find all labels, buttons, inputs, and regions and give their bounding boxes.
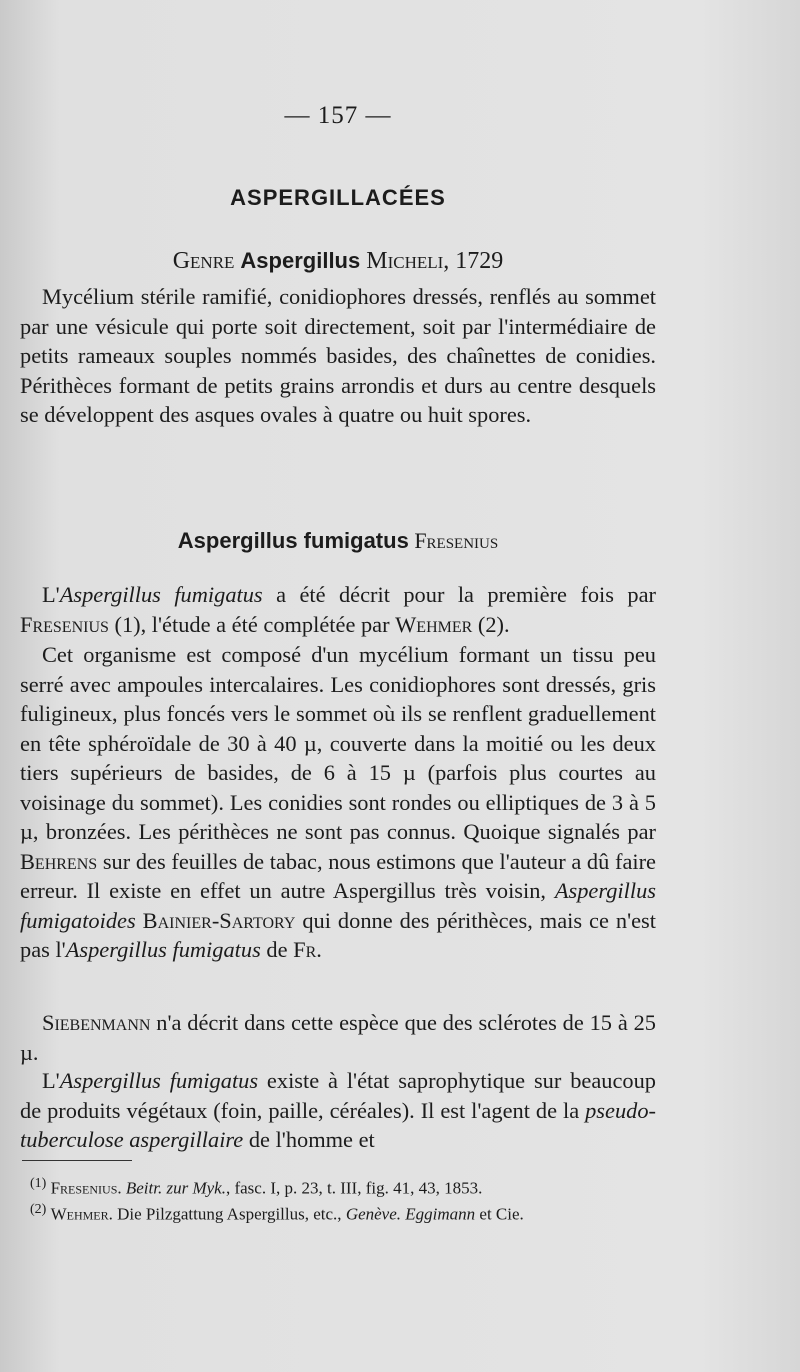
paragraph-1 [20, 580, 656, 639]
text-run: existe à l'état saprophytique sur beaucoup de produits végétaux (foin, paille, céréales). Il est l'agent de la [20, 1068, 656, 1123]
genus-heading [0, 248, 676, 275]
footnote-mark: (1) [30, 1176, 47, 1191]
text-run: de l'homme et [243, 1127, 375, 1152]
page-number: — 157 — [284, 102, 392, 129]
species-italic: Aspergillus fumigatoides [20, 878, 656, 933]
text-run: (2). [472, 611, 510, 637]
genus-name: Aspergillus [240, 248, 361, 273]
footnote-1 [30, 1172, 670, 1201]
text-run: L' [42, 1068, 60, 1093]
genus-description: Mycélium stérile ramifié, conidiophores dressés, renflés au sommet par une vésicule qui porte soit directement, soit par l'intermédiaire de petits rameaux souples nommés basides, des chaînettes de conidies. Périthèces formant de petits grains arrondis et durs au centre desquels se développent des asques ovales à quatre ou huit spores. [20, 284, 656, 427]
disease-italic: pseudo-tuberculose aspergillaire [20, 1097, 656, 1152]
genus-author: Micheli [366, 248, 444, 274]
species-heading [0, 528, 676, 554]
publication-title: Beitr. zur Myk. [125, 1178, 226, 1198]
family-title: ASPERGILLACÉES [230, 185, 446, 210]
species-name: Aspergillus fumigatus [177, 528, 409, 553]
text-run: (1), l'étude a été complétée par [108, 611, 396, 637]
text-run: qui donne des périthèces, mais ce n'est pas l' [20, 907, 656, 962]
text-run: et Cie. [475, 1204, 524, 1224]
footnote-2 [30, 1198, 670, 1227]
author-name: Wehmer [50, 1204, 109, 1224]
author-name: Fresenius [20, 611, 109, 637]
species-italic: Aspergillus fumigatus [59, 1068, 259, 1093]
species-italic: Aspergillus fumigatus [65, 937, 261, 962]
paragraph-2 [20, 640, 656, 965]
author-name: Siebenmann [42, 1010, 151, 1035]
text-run [136, 908, 143, 933]
text-run: de [260, 937, 294, 962]
genus-year: , 1729 [443, 248, 504, 274]
text-run: . [117, 1178, 126, 1198]
paragraph-3 [20, 1008, 656, 1067]
author-name: Bainier-Sartory [142, 907, 296, 933]
genus-prefix: Genre [172, 248, 235, 274]
text-run: sur des feuilles de tabac, nous estimons que l'auteur a dû faire erreur. Il existe en effet un autre Aspergillus très voisin, [20, 848, 656, 903]
author-name: Fresenius [50, 1178, 118, 1198]
text-run: n'a décrit dans cette espèce que des sclérotes de 15 à 25 µ. [20, 1010, 656, 1065]
text-run: Cet organisme est composé d'un mycélium formant un tissu peu serré avec ampoules intercalaires. Les conidiophores sont dressés, gris fuligineux, plus foncés vers le sommet où ils se renflent graduellement en tête sphéroïdale de 30 à 40 µ, couverte dans la moitié ou les deux tiers supérieurs de basides, de 6 à 15 µ (parfois plus courtes au voisinage du sommet). Les conidies sont rondes ou elliptiques de 3 à 5 µ, bronzées. Les périthèces ne sont pas connus. Quoique signalés par [20, 642, 656, 844]
author-name: Wehmer [395, 611, 473, 637]
text-run: . Die Pilzgattung Aspergillus, etc., [108, 1204, 346, 1224]
text-run: . [316, 937, 322, 962]
species-author: Fresenius [414, 528, 499, 553]
text-run: , fasc. I, p. 23, t. III, fig. 41, 43, 1853. [225, 1178, 483, 1198]
footnote-rule [22, 1160, 132, 1161]
author-name: Behrens [20, 848, 98, 874]
text-run: L' [42, 582, 60, 607]
paragraph-4 [20, 1066, 656, 1155]
species-italic: Aspergillus fumigatus [59, 582, 263, 607]
publication-title: Genève. Eggimann [345, 1204, 476, 1224]
footnote-mark: (2) [30, 1202, 47, 1217]
author-name: Fr [293, 937, 317, 962]
text-run: a été décrit pour la première fois par [262, 582, 656, 607]
